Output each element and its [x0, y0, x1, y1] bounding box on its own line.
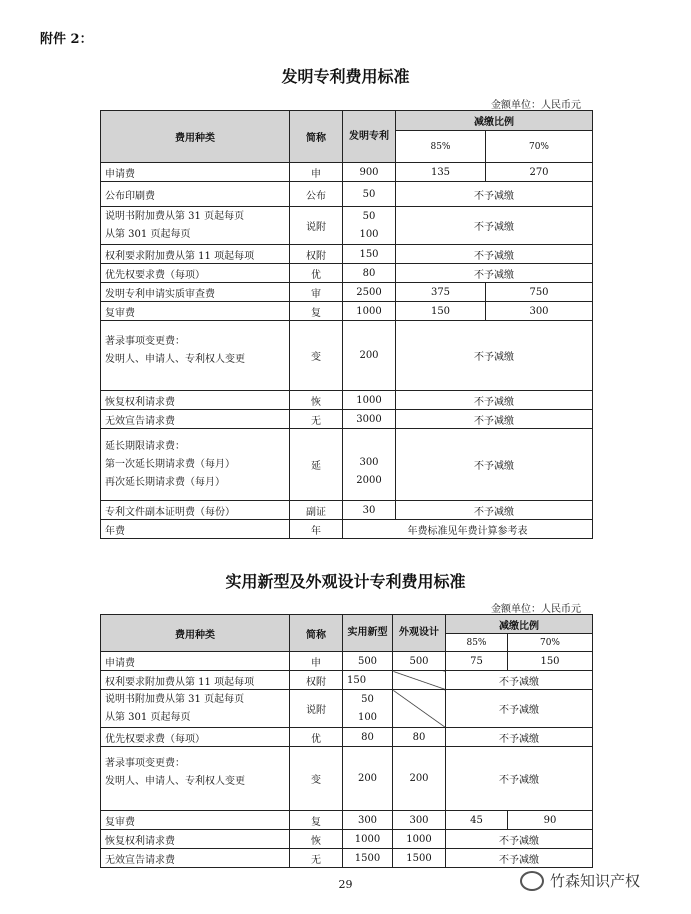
table-row [101, 747, 593, 811]
table-row [101, 283, 593, 302]
fee-abbr: 说附 [290, 690, 343, 728]
fee-note: 不予减缴 [396, 501, 593, 520]
fee-name-line: 第一次延长期请求费（每月） [105, 458, 235, 470]
fee-name-line: 发明人、申请人、专利权人变更 [105, 776, 245, 787]
fee-note: 不予减缴 [446, 830, 593, 849]
fee-note: 不予减缴 [396, 429, 593, 501]
fee-name: 无效宣告请求费 [101, 849, 290, 868]
table-row [101, 520, 593, 539]
fee-name-line: 说明书附加费从第 31 页起每页 [105, 693, 245, 705]
table-row [101, 429, 593, 501]
fee-name: 恢复权利请求费 [101, 391, 290, 410]
fee-abbr: 申 [290, 163, 343, 182]
fee-name: 优先权要求费（每项） [101, 264, 290, 283]
fee-abbr: 优 [290, 264, 343, 283]
fee-amount: 200 [343, 321, 396, 391]
header-fee-type: 费用种类 [101, 615, 290, 652]
fee-85: 135 [396, 163, 486, 182]
fee-amount: 900 [343, 163, 396, 182]
fee-name-line: 说明书附加费从第 31 页起每页 [105, 210, 245, 222]
fee-name: 复审费 [101, 811, 290, 830]
fee-name: 权利要求附加费从第 11 项起每项 [101, 245, 290, 264]
fee-abbr: 无 [290, 410, 343, 429]
fee-name: 申请费 [101, 652, 290, 671]
table-row [101, 690, 593, 728]
fee-design: 500 [393, 652, 446, 671]
fee-note: 不予减缴 [396, 182, 593, 207]
table-row [101, 410, 593, 429]
fee-note: 不予减缴 [396, 410, 593, 429]
fee-abbr: 恢 [290, 830, 343, 849]
fee-abbr: 申 [290, 652, 343, 671]
fee-abbr: 优 [290, 728, 343, 747]
table-row [101, 321, 593, 391]
wechat-icon [520, 871, 544, 891]
table-row [101, 501, 593, 520]
fee-name: 申请费 [101, 163, 290, 182]
fee-note: 不予减缴 [396, 391, 593, 410]
fee-abbr: 复 [290, 811, 343, 830]
fee-note: 不予减缴 [446, 728, 593, 747]
not-applicable-cell [393, 671, 446, 690]
header-invention: 发明专利 [343, 111, 396, 163]
fee-utility: 80 [343, 728, 393, 747]
fee-abbr: 变 [290, 321, 343, 391]
fee-name [101, 429, 290, 501]
table-row [101, 245, 593, 264]
fee-utility: 200 [343, 747, 393, 811]
fee-name: 权利要求附加费从第 11 项起每项 [101, 671, 290, 690]
not-applicable-cell [393, 690, 446, 728]
fee-design: 300 [393, 811, 446, 830]
fee-note: 不予减缴 [446, 690, 593, 728]
header-rate-70: 70% [486, 131, 593, 163]
fee-85: 45 [446, 811, 508, 830]
fee-name: 恢复权利请求费 [101, 830, 290, 849]
header-rate-70: 70% [508, 634, 593, 652]
fee-abbr: 变 [290, 747, 343, 811]
fee-amount-line: 50 [362, 210, 376, 222]
fee-note: 不予减缴 [396, 245, 593, 264]
fee-amount: 1000 [343, 391, 396, 410]
header-design: 外观设计 [393, 615, 446, 652]
fee-utility: 1000 [343, 830, 393, 849]
fee-amount-line: 100 [359, 228, 379, 240]
fee-name-line: 再次延长期请求费（每月） [105, 476, 225, 488]
fee-utility: 150 [343, 671, 393, 690]
table-header-row [101, 615, 593, 634]
fee-amount: 50 [343, 182, 396, 207]
fee-70: 750 [486, 283, 593, 302]
table-row [101, 671, 593, 690]
header-abbr: 简称 [290, 111, 343, 163]
fee-design: 1500 [393, 849, 446, 868]
header-rate-85: 85% [396, 131, 486, 163]
fee-name [101, 321, 290, 391]
fee-name: 无效宣告请求费 [101, 410, 290, 429]
watermark-text: 竹森知识产权 [550, 872, 641, 890]
fee-name-line: 著录事项变更费： [105, 758, 185, 769]
fee-utility: 300 [343, 811, 393, 830]
header-rate-85: 85% [446, 634, 508, 652]
invention-fee-table [100, 110, 593, 539]
fee-name-line: 发明人、申请人、专利权人变更 [105, 354, 245, 365]
table-row [101, 652, 593, 671]
fee-name [101, 747, 290, 811]
table-row [101, 163, 593, 182]
fee-70: 90 [508, 811, 593, 830]
fee-amount-line: 2000 [356, 474, 382, 486]
fee-amount: 2500 [343, 283, 396, 302]
table-row [101, 182, 593, 207]
fee-abbr: 年 [290, 520, 343, 539]
fee-utility [343, 690, 393, 728]
fee-name: 专利文件副本证明费（每份） [101, 501, 290, 520]
fee-amount [343, 207, 396, 245]
fee-name: 年费 [101, 520, 290, 539]
fee-70: 270 [486, 163, 593, 182]
fee-85: 375 [396, 283, 486, 302]
table-header-row [101, 111, 593, 131]
fee-abbr: 延 [290, 429, 343, 501]
fee-abbr: 审 [290, 283, 343, 302]
invention-currency-unit: 金额单位：人民币元 [491, 100, 581, 111]
fee-abbr: 无 [290, 849, 343, 868]
table-row [101, 849, 593, 868]
fee-85: 150 [396, 302, 486, 321]
fee-name: 优先权要求费（每项） [101, 728, 290, 747]
fee-utility: 1500 [343, 849, 393, 868]
fee-name: 发明专利申请实质审查费 [101, 283, 290, 302]
fee-note: 年费标准见年费计算参考表 [343, 520, 593, 539]
fee-amount-line: 50 [361, 693, 374, 705]
fee-amount: 1000 [343, 302, 396, 321]
fee-abbr: 权附 [290, 671, 343, 690]
fee-amount-line: 300 [359, 456, 379, 468]
fee-name-line: 著录事项变更费： [105, 336, 185, 347]
table-row [101, 207, 593, 245]
header-utility: 实用新型 [343, 615, 393, 652]
fee-abbr: 说附 [290, 207, 343, 245]
fee-amount [343, 429, 396, 501]
fee-utility: 500 [343, 652, 393, 671]
fee-amount: 3000 [343, 410, 396, 429]
fee-note: 不予减缴 [396, 264, 593, 283]
fee-70: 150 [508, 652, 593, 671]
fee-name [101, 207, 290, 245]
header-reduction: 减缴比例 [396, 111, 593, 131]
invention-fee-title: 发明专利费用标准 [281, 67, 410, 86]
fee-note: 不予减缴 [446, 671, 593, 690]
fee-abbr: 复 [290, 302, 343, 321]
fee-note: 不予减缴 [446, 849, 593, 868]
fee-name: 复审费 [101, 302, 290, 321]
table-row [101, 811, 593, 830]
page-number: 29 [338, 878, 353, 891]
fee-design: 1000 [393, 830, 446, 849]
fee-name [101, 690, 290, 728]
fee-name-line: 从第 301 页起每页 [105, 711, 191, 723]
fee-amount: 30 [343, 501, 396, 520]
fee-85: 75 [446, 652, 508, 671]
header-abbr: 简称 [290, 615, 343, 652]
fee-amount: 150 [343, 245, 396, 264]
fee-name-line: 延长期限请求费： [105, 440, 185, 452]
table-row [101, 264, 593, 283]
annex-label: 附件 2： [40, 32, 93, 47]
fee-abbr: 恢 [290, 391, 343, 410]
fee-note: 不予减缴 [396, 207, 593, 245]
fee-note: 不予减缴 [446, 747, 593, 811]
header-fee-type: 费用种类 [101, 111, 290, 163]
utility-design-fee-table [100, 614, 593, 868]
fee-name: 公布印刷费 [101, 182, 290, 207]
table-row [101, 302, 593, 321]
header-reduction: 减缴比例 [446, 615, 593, 634]
fee-name-line: 从第 301 页起每页 [105, 228, 191, 240]
fee-amount-line: 100 [357, 711, 378, 723]
fee-abbr: 权附 [290, 245, 343, 264]
watermark [520, 870, 640, 891]
fee-amount: 80 [343, 264, 396, 283]
utility-design-currency-unit: 金额单位：人民币元 [491, 604, 581, 615]
utility-design-fee-title: 实用新型及外观设计专利费用标准 [225, 572, 466, 591]
fee-design: 80 [393, 728, 446, 747]
table-row [101, 391, 593, 410]
fee-abbr: 公布 [290, 182, 343, 207]
fee-note: 不予减缴 [396, 321, 593, 391]
table-row [101, 728, 593, 747]
table-row [101, 830, 593, 849]
fee-70: 300 [486, 302, 593, 321]
fee-design: 200 [393, 747, 446, 811]
fee-abbr: 副证 [290, 501, 343, 520]
